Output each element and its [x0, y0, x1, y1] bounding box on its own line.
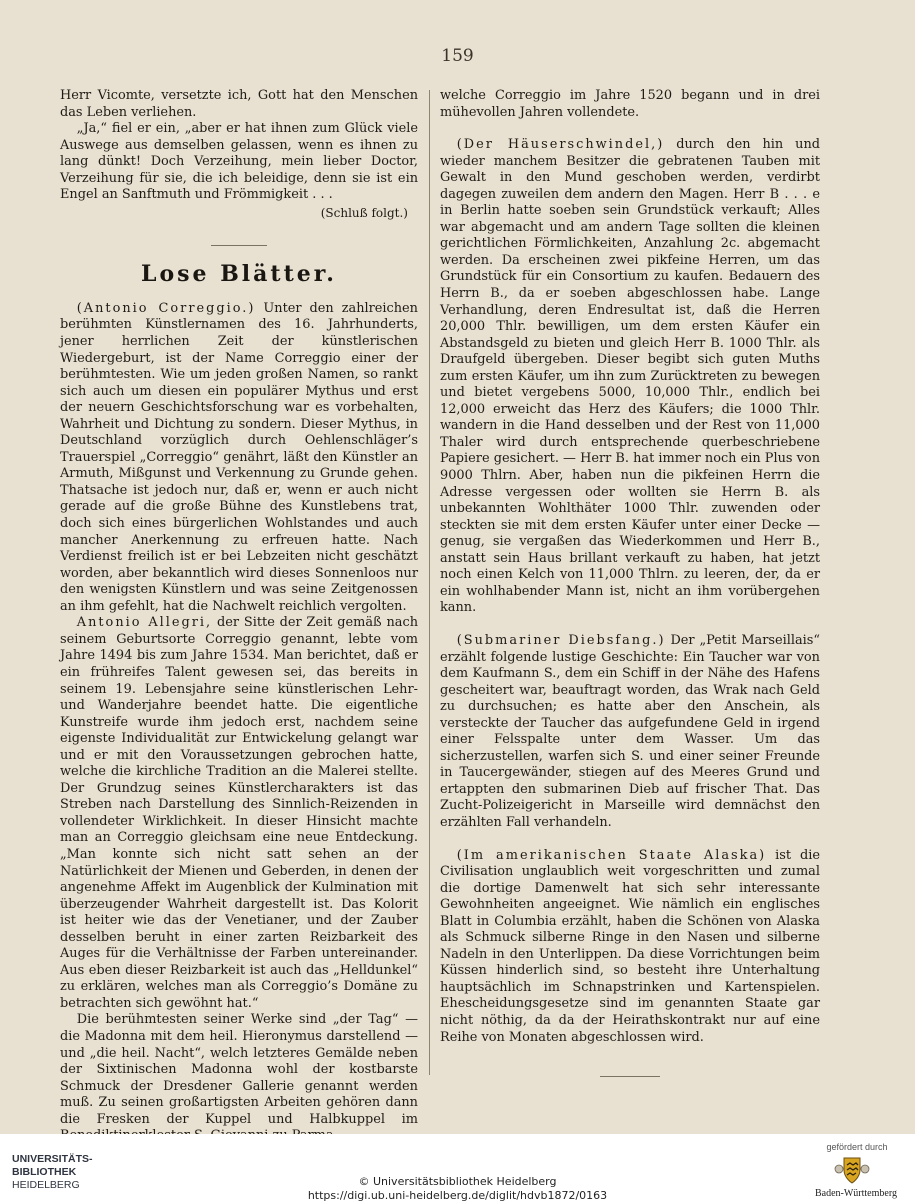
- article-body: durch den hin und wieder manchem Besitzer die gebratenen Tauben mit Gewalt in den Mund geschoben werden, verdirbt dagegen zuweilen dem andern den Magen. Herr B . . . e in Berlin hatte soeben sein Grundstück verkauft; Alles war abgemacht und am andern Tage sollten die kleinen gerichtlichen Förmlichkeiten, Anzahlung 2c. abgemacht werden. Da erscheinen zwei pikfeine Herren, um das Grundstück für ein Consortium zu kaufen. Bedauern des Herrn B., da er soeben abgeschlossen habe. Lange Verhandlung, deren Endresultat ist, daß die Herren 20,000 Thlr. bewilligen, um dem ersten Käufer ein Abstandsgeld zu bieten und gleich Herr B. 1000 Thlr. als Draufgeld übergeben. Dieser begibt sich guten Muths zum ersten Käufer, um ihn zum Zurücktreten zu bewegen und bietet vergebens 5000, 10,000 Thlr., endlich bei 12,000 erweicht das Herz des Käufers; die 1000 Thlr. wandern in die Hand desselben und der Rest von 11,000 Thaler wird durch entsprechende querbeschriebene Papiere gesichert. — Herr B. hat immer noch ein Plus von 9000 Thlrn. Aber, haben nun die pikfeinen Herrn die Adresse vergessen oder wollten sie Herrn B. als unbekannten Wohlthäter 1000 Thlr. zuwenden oder steckten sie mit dem ersten Käufer unter einer Decke — genug, sie vergaßen das Wiederkommen und Herr B., anstatt sein Haus brillant verkauft zu haben, hat jetzt noch einen Kelch von 11,000 Thlrn. zu leeren, der, da er ein wohlhabender Mann ist, nicht an ihm vorübergehen kann.: [440, 137, 821, 616]
- right-column: [440, 88, 820, 1077]
- paragraph-gap: [440, 121, 820, 137]
- article-correggio-paragraph-1: [60, 301, 418, 615]
- article-haeuserschwindel: [440, 137, 820, 617]
- article-lead: (Im amerikanischen Staate Alaska): [456, 847, 767, 863]
- article-alaska: [440, 848, 820, 1047]
- left-column: [60, 88, 418, 1145]
- article-lead: (Der Häuserschwindel,): [456, 137, 665, 153]
- article-lead: Antonio Allegri,: [76, 615, 213, 631]
- end-rule: [600, 1076, 660, 1077]
- column-divider: [429, 90, 430, 1075]
- sponsor-name: Baden-Württemberg: [814, 1188, 897, 1199]
- section-title: Lose Blätter.: [141, 261, 337, 288]
- article-lead: (Antonio Correggio.): [76, 300, 256, 316]
- article-correggio-continuation: welche Correggio im Jahre 1520 begann und in drei mühevollen Jahren vollendete.: [440, 88, 820, 120]
- footer-credits: [0, 1175, 915, 1203]
- article-correggio-paragraph-2: [60, 615, 418, 1012]
- article-lead: (Submariner Diebsfang.): [456, 632, 666, 648]
- article-body: Unter den zahlreichen berühmten Künstlernamen des 16. Jahrhunderts, jener herrlichen Zeit der künstlerischen Wiedergeburt, ist der Name Correggio einer der berühmtesten. Wie um jeden großen Namen, so rankt sich auch um diesen ein populärer Mythus und erst der neuern Geschichtsforschung war es vorbehalten, Wahrheit und Dichtung zu sondern. Dieser Mythus, in Deutschland vorzüglich durch Oehlenschläger’s Trauerspiel „Correggio“ genährt, läßt den Künstler an Armuth, Mißgunst und Verkennung zu Grunde gehen. Thatsache ist jedoch nur, daß er, wenn er auch nicht gerade auf die große Bühne des Kunstlebens trat, doch sich eines bürgerlichen Wohlstandes und auch mancher Anerkennung zu erfreuen hatte. Nach Verdienst freilich ist er bei Lebzeiten nicht geschätzt worden, aber bekanntlich wird dieses Sonnenloos nur den wenigsten Künstlern und was seine Zeitgenossen an ihm gefehlt, hat die Nachwelt reichlich vergolten.: [60, 300, 418, 614]
- article-body: Der „Petit Marseillais“ erzählt folgende lustige Geschichte: Ein Taucher war von dem Kaufmann S., dem ein Schiff in der Nähe des Hafens gescheitert war, beauftragt worden, das Wrak nach Geld zu durchsuchen; es hatte aber den Anschein, als versteckte der Taucher das aufgefundene Geld in irgend einer Felsspalte unter dem Wasser. Um das sicherzustellen, warfen sich S. und einer seiner Freunde in Taucergewänder, stiegen auf des Meeres Grund und ertappten den submarinen Dieb auf frischer That. Das Zucht-Polizeigericht in Marseille wird demnächst den erzählten Fall verhandeln.: [440, 632, 820, 830]
- library-name-line: HEIDELBERG: [12, 1179, 80, 1191]
- article-body: ist die Civilisation unglaublich weit vorgeschritten und zumal die dortige Damenwelt hat sich sehr interessante Gewohnheiten angeeignet. Wie nämlich ein englisches Blatt in Columbia erzählt, haben die Schönen von Alaska als Schmuck silberne Ringe in den Nasen und silberne Nadeln in den Unterlippen. Da diese Vorrichtungen beim Küssen hinderlich sind, so besteht ihre Unterhaltung hauptsächlich im Schnapstrinken und Kartenspielen. Ehescheidungsgesetze sind im genannten Staate gar nicht nöthig, da da der Heirathskontrakt nur auf eine Reihe von Monaten abgeschlossen wird.: [440, 847, 820, 1045]
- continued-note: (Schluß folgt.): [320, 205, 408, 220]
- permalink[interactable]: https://digi.ub.uni-heidelberg.de/diglit/hdvb1872/0163: [307, 1189, 608, 1202]
- page-number: 159: [441, 46, 474, 66]
- paragraph-gap: [440, 617, 820, 633]
- library-name-line: UNIVERSITÄTS-: [12, 1153, 93, 1165]
- library-name-line: BIBLIOTHEK: [12, 1166, 77, 1178]
- paragraph-gap: [440, 832, 820, 848]
- article-correggio-paragraph-3: Die berühmtesten seiner Werke sind „der Tag“ — die Madonna mit dem heil. Hieronymus darstellend — und „die heil. Nacht“, welch letzteres Gemälde neben der Sixtinischen Madonna wohl der kostbarste Schmuck der Dresdener Gallerie genannt werden muß. Zu seinen großartigsten Arbeiten gehören dann die Fresken der Kuppel und Halbkuppel im: [60, 1012, 418, 1127]
- separator-rule: [211, 245, 267, 246]
- article-submariner-diebsfang: [440, 633, 820, 832]
- story-ending-paragraph-1: Herr Vicomte, versetzte ich, Gott hat den Menschen das Leben verliehen.: [60, 88, 418, 120]
- state-crest-icon: [832, 1154, 872, 1186]
- sponsor-label: gefördert durch: [826, 1142, 888, 1152]
- copyright-text: © Universitätsbibliothek Heidelberg: [358, 1175, 557, 1188]
- article-body: der Sitte der Zeit gemäß nach seinem Geburtsorte Correggio genannt, lebte vom Jahre 1494 bis zum Jahre 1534. Man berichtet, daß er ein frühreifes Talent gewesen sei, das bereits in seinem 19. Lebensjahre seine künstlerischen Lehr- und Wanderjahre beendet hatte. Die eigentliche Kunstreife wurde ihm jedoch erst, nachdem seine eigenste Individualität zur Entwickelung gelangt war und er mit den Voraussetzungen gebrochen hatte, welche die kirchliche Tradition an die Malerei stellte. Der Grundzug seines Künstlercharakters ist das Streben nach Darstellung des Sinnlich-Reizenden in vollendeter Wirklichkeit. In dieser Hinsicht machte man an Correggio gleichsam eine neue Entdeckung. „Man konnte sich nicht satt sehen an der Natürlichkeit der Mienen und Geberden, in denen der angenehme Affekt im Augenblick der Kulmination mit überzeugender Wahrheit dargestellt ist. Das Kolorit ist heiter wie das der Venetianer, und der Zauber desselben beruht in einer zarten Reizbarkeit des Auges für die Verhältnisse der Farben untereinander. Aus eben dieser Reizbarkeit ist auch das „Helldunkel“ zu erklären, welches man als Correggio’s Domäne zu betrachten sich gewöhnt hat.“: [60, 615, 418, 1011]
- story-ending-paragraph-2: „Ja,“ fiel er ein, „aber er hat ihnen zum Glück viele Auswege aus demselben gelassen, wenn es ihnen zu lang dünkt! Doch Verzeihung, mein lieber Doctor, Verzeihung für sie, die ich beleidige, denn sie ist ein Engel an Sanftmuth und Frömmigkeit . . .: [60, 121, 418, 203]
